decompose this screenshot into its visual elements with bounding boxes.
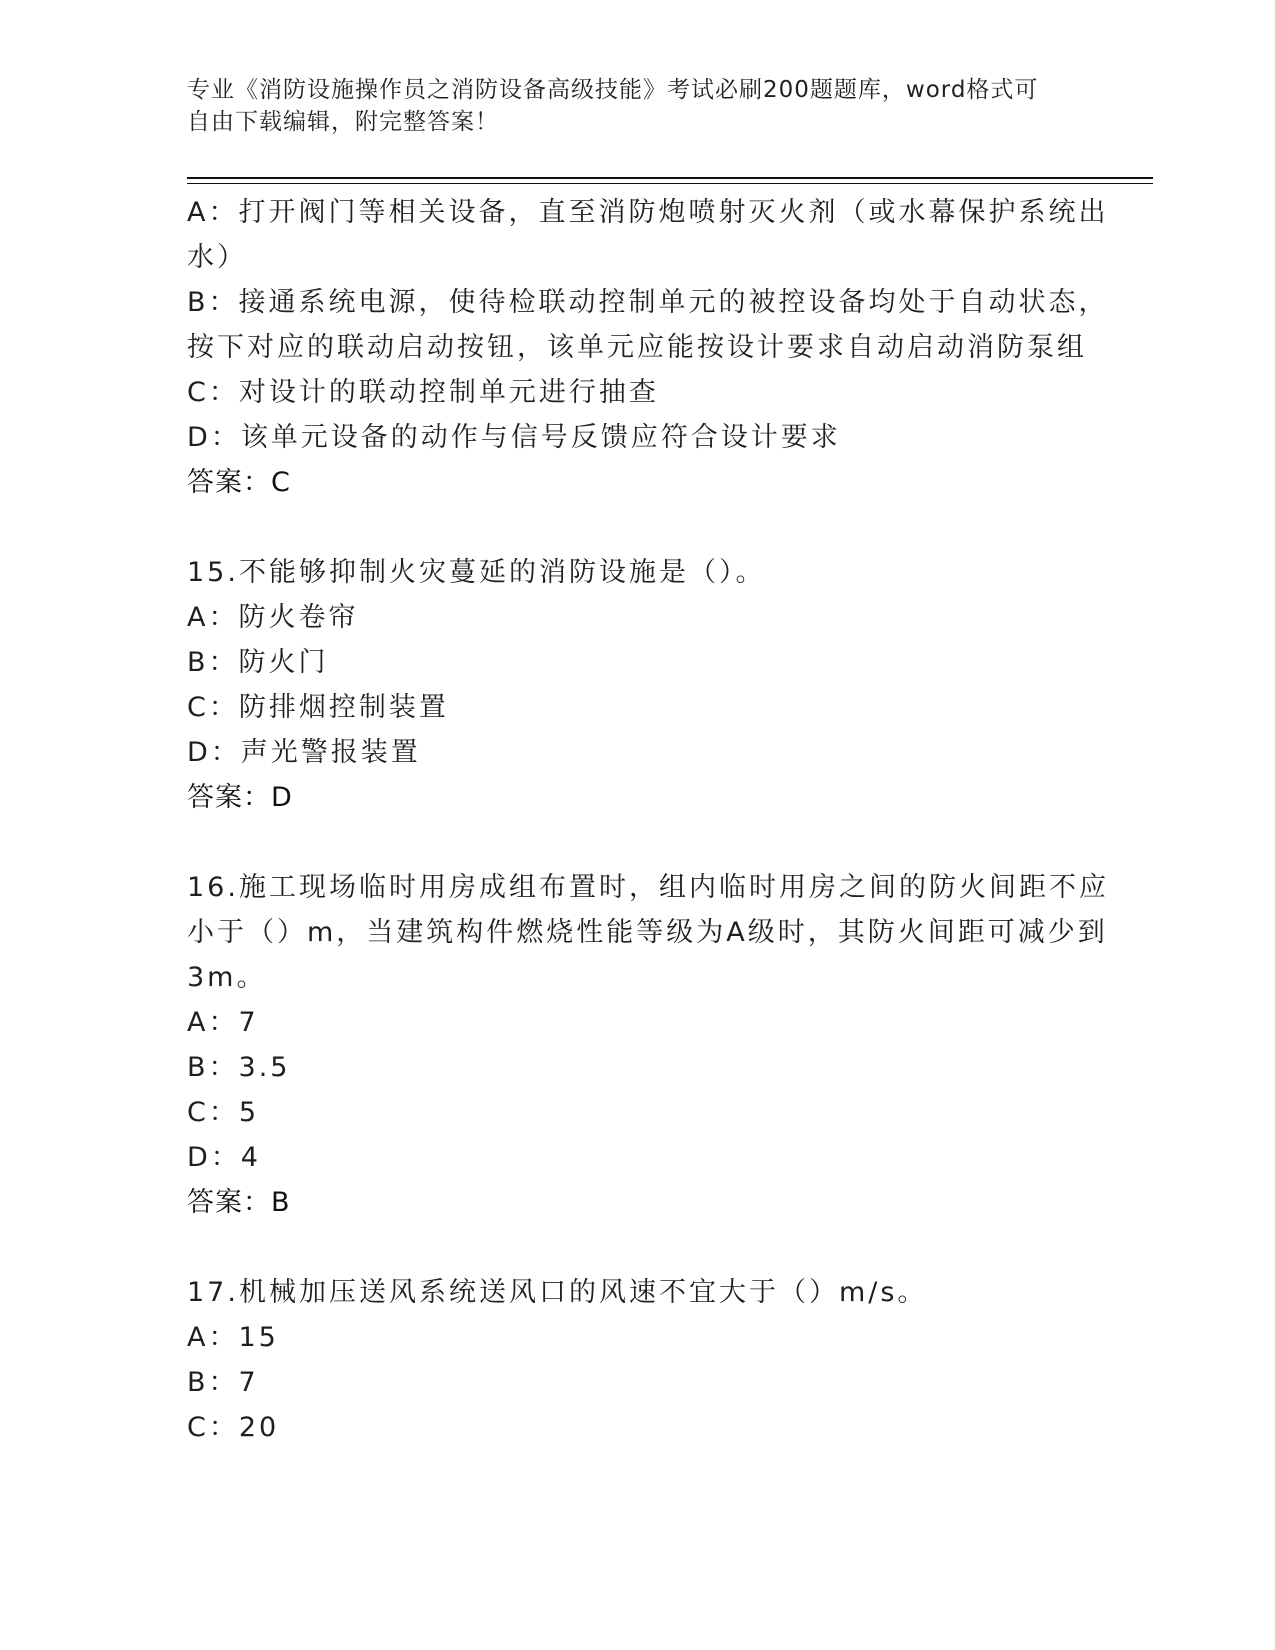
question-17 [187,1270,1087,1450]
option-b-line-2: 按下对应的联动启动按钮，该单元应能按设计要求自动启动消防泵组 [187,332,1087,363]
question-text: 15.不能够抑制火灾蔓延的消防设施是（）。 [187,557,766,588]
question-text-line-3: 3m。 [187,962,267,993]
answer: 答案：D [187,782,293,813]
question-15 [187,550,1087,820]
document-header [187,74,1067,138]
header-line-1: 专业《消防设施操作员之消防设备高级技能》考试必刷200题题库，word格式可 [187,77,1039,103]
header-rule-thick [187,177,1153,179]
header-line-2: 自由下载编辑，附完整答案！ [187,109,499,135]
question-14 [187,190,1109,505]
option-c: C：5 [187,1097,260,1128]
option-a: A：15 [187,1322,279,1353]
answer: 答案：B [187,1187,291,1218]
option-d: D：声光警报装置 [187,737,421,768]
option-a-line-1: A：打开阀门等相关设备，直至消防炮喷射灭火剂（或水幕保护系统出 [187,197,1109,228]
option-b-line-1: B：接通系统电源，使待检联动控制单元的被控设备均处于自动状态， [187,287,1109,318]
answer: 答案：C [187,467,291,498]
spacer [187,505,1087,550]
header-rule-thin [187,183,1153,184]
option-b: B：7 [187,1367,259,1398]
option-d: D：4 [187,1142,261,1173]
option-a: A：防火卷帘 [187,602,359,633]
question-text-line-2: 小于（）m，当建筑构件燃烧性能等级为A级时，其防火间距可减少到 [187,917,1108,948]
option-c: C：对设计的联动控制单元进行抽查 [187,377,659,408]
option-c: C：20 [187,1412,280,1443]
option-a-line-2: 水） [187,242,247,273]
option-c: C：防排烟控制装置 [187,692,449,723]
question-16 [187,865,1109,1225]
spacer [187,1225,1087,1270]
question-list [187,190,1109,1450]
option-d: D：该单元设备的动作与信号反馈应符合设计要求 [187,422,841,453]
option-a: A：7 [187,1007,259,1038]
option-b: B：防火门 [187,647,329,678]
spacer [187,820,1087,865]
option-b: B：3.5 [187,1052,291,1083]
question-text: 17.机械加压送风系统送风口的风速不宜大于（）m/s。 [187,1277,928,1308]
question-text-line-1: 16.施工现场临时用房成组布置时，组内临时用房之间的防火间距不应 [187,872,1109,903]
